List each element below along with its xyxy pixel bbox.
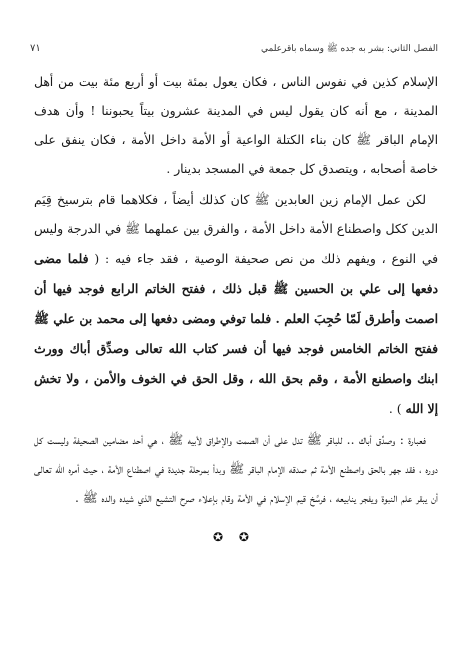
paragraph-3 xyxy=(34,426,438,513)
paragraph-2-tail: ) . xyxy=(388,402,402,416)
section-end-ornament: ✪ ✪ xyxy=(213,530,255,544)
paragraph-3-text: فعبارة : وصدِّق أباك .. للباقر ﷺ تدل على أن الصمت والإطراق لأبيه ﷺ ، هي أحد مضامين الصحيفة وليست كل دوره ، فقد جهر بالحق واصطنع الأمة ثم صدقه الإمام الباقر ﷺ وبدأ بمرحلة جديدة في اصطناع الأمة ، حيث أمره الله تعالى أن يبقر علم النبوة ويفجر ينابيعه ، فرسَّخ قيم الإسلام في الأمة وقام بإعلاء صرح التشيع الذي شيده والده ﷺ . xyxy=(34,433,438,505)
paragraph-2 xyxy=(34,186,438,424)
paragraph-1-text: الإسلام كذين في نفوس الناس ، فكان يعول بمئة بيت أو أربع مئة بيت من أهل المدينة ، مع أنه كان يقول ليس في المدينة عشرون بيتاً يحبوننا ! وأن هدف الإمام الباقر ﷺ كان بناء الكتلة الواعية أو الأمة داخل الأمة ، فكان ينفق على خاصة أصحابه ، ويتصدق كل جمعة في المسجد بدينار . xyxy=(34,75,438,176)
quoted-will-text: فلما مضى دفعها إلى علي بن الحسين ﷺ قبل ذلك ، ففتح الخاتم الرابع فوجد فيها أن اصمت وأطرق لَمّا حُجِبَ العلم . فلما توفي ومضى دفعها إلى محمد بن علي ﷺ ففتح الخاتم الخامس فوجد فيها أن فسر كتاب الله تعالى وصدِّق أباك وورث ابنك واصطنع الأمة ، وقم بحق الله ، وقل الحق في الخوف والأمن ، ولا تخش إلا الله xyxy=(34,251,438,416)
paragraph-2-text: لكن عمل الإمام زين العابدين ﷺ كان كذلك أيضاً ، فكلاهما قام بترسيخ قِيَم الدين ككل واصطناع الأمة داخل الأمة ، والفرق بين عملهما ﷺ في الدرجة وليس في النوع ، ويفهم ذلك من نص صحيفة الوصية ، فقد جاء فيه : ( xyxy=(34,193,438,266)
chapter-title: الفصل الثاني: بشر به جده ﷺ وسماه باقرعلمي xyxy=(260,44,438,54)
body-text xyxy=(34,68,438,515)
running-header xyxy=(30,42,438,56)
paragraph-1 xyxy=(34,68,438,184)
page-number: ٧١ xyxy=(30,43,41,54)
